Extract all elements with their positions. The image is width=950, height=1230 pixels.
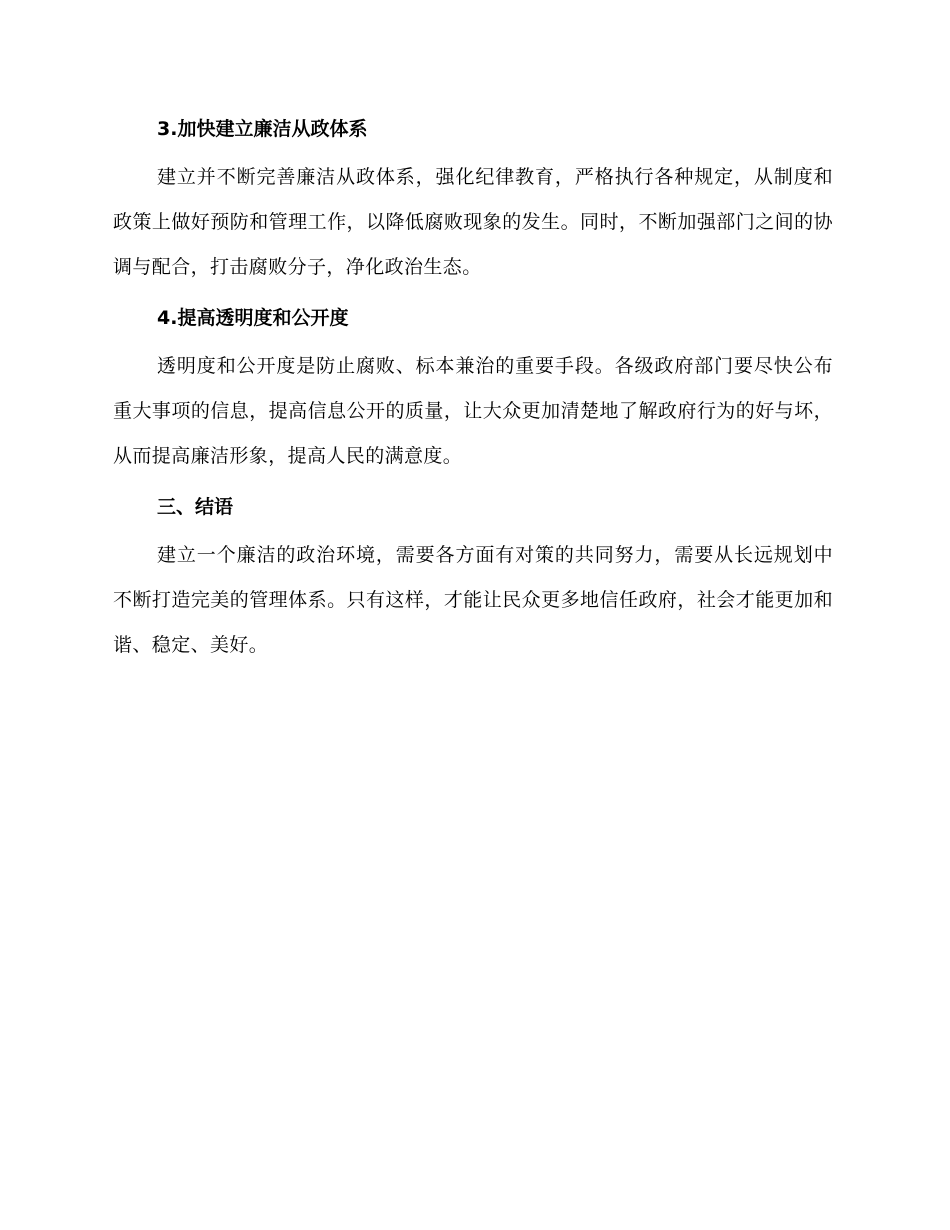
section-paragraph: 建立并不断完善廉洁从政体系，强化纪律教育，严格执行各种规定，从制度和政策上做好预防和管理工作，以降低腐败现象的发生。同时，不断加强部门之间的协调与配合，打击腐败分子，净化政治生态。	[113, 166, 833, 278]
section-heading: 3.加快建立廉洁从政体系	[157, 118, 368, 140]
section-paragraph: 建立一个廉洁的政治环境，需要各方面有对策的共同努力，需要从长远规划中不断打造完美的管理体系。只有这样，才能让民众更多地信任政府，社会才能更加和谐、稳定、美好。	[113, 544, 833, 656]
section-conclusion	[113, 485, 833, 668]
document-body	[113, 107, 833, 674]
section-transparency-openness	[113, 296, 833, 479]
section-transparency-system	[113, 107, 833, 290]
section-heading: 三、结语	[157, 496, 234, 518]
section-paragraph: 透明度和公开度是防止腐败、标本兼治的重要手段。各级政府部门要尽快公布重大事项的信息，提高信息公开的质量，让大众更加清楚地了解政府行为的好与坏，从而提高廉洁形象，提高人民的满意度。	[113, 355, 833, 467]
section-heading: 4.提高透明度和公开度	[157, 307, 349, 329]
